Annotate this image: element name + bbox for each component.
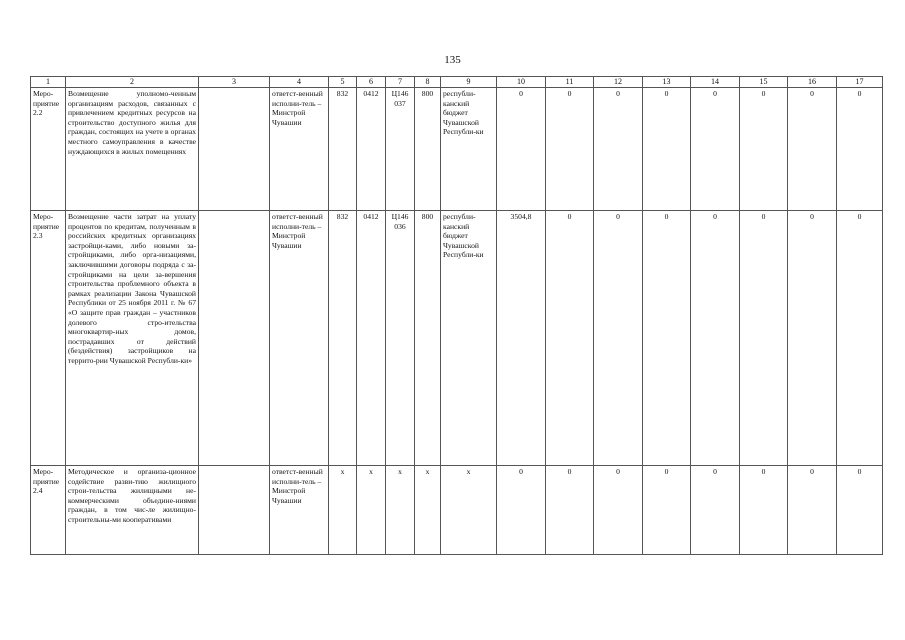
value-cell: 0 (837, 211, 883, 466)
header-cell: 7 (386, 77, 415, 88)
value-cell: 0 (691, 211, 740, 466)
code-cell: 800 (415, 88, 441, 211)
empty-cell (199, 466, 270, 555)
code-cell: x (329, 466, 357, 555)
header-cell: 15 (740, 77, 788, 88)
code-cell: x (357, 466, 386, 555)
description-cell: Возмещение части затрат на уплату процентов по кредитам, полученным в российских кредитных организациях застройщи-ками, либо новыми за-стройщиками, либо орга-низациями, заключившими договоры подряда с за-стройщиками на цели за-вершения строительства проблемного объекта в рамках реализации Закона Чувашской Республики от 25 ноября 2011 г. № 67 «О защите прав граждан – участников долевого стро-ительства многоквартир-ных домов, пострадавших от действий (бездействия) застройщиков на террито-рии Чувашской Республи-ки» (66, 211, 199, 466)
header-cell: 3 (199, 77, 270, 88)
value-cell: 0 (740, 466, 788, 555)
header-cell: 5 (329, 77, 357, 88)
header-cell: 13 (643, 77, 691, 88)
event-cell: Меро-приятие 2.3 (31, 211, 66, 466)
code-cell: 0412 (357, 211, 386, 466)
code-cell: Ц146 036 (386, 211, 415, 466)
value-cell: 0 (594, 211, 643, 466)
value-cell: 0 (643, 88, 691, 211)
value-cell: 0 (594, 88, 643, 211)
header-cell: 2 (66, 77, 199, 88)
program-table (30, 76, 883, 555)
code-cell: x (415, 466, 441, 555)
source-cell: республи-канский бюджет Чувашской Республи-ки (441, 88, 497, 211)
value-cell: 0 (497, 466, 546, 555)
header-cell: 12 (594, 77, 643, 88)
value-cell: 0 (740, 211, 788, 466)
code-cell: Ц146 037 (386, 88, 415, 211)
table-row (31, 211, 883, 466)
value-cell: 0 (497, 88, 546, 211)
value-cell: 0 (594, 466, 643, 555)
value-cell: 0 (546, 466, 594, 555)
value-cell: 0 (788, 466, 837, 555)
description-cell: Возмещение уполномо-ченным организациям расходов, связанных с привлечением кредитных ресурсов на строительство доступного жилья для граждан, состоящих на учете в органах местного самоуправления в качестве нуждающихся в жилых помещениях (66, 88, 199, 211)
value-cell: 3504,8 (497, 211, 546, 466)
event-cell: Меро-приятие 2.2 (31, 88, 66, 211)
value-cell: 0 (691, 88, 740, 211)
header-cell: 6 (357, 77, 386, 88)
source-cell: республи-канский бюджет Чувашской Республи-ки (441, 211, 497, 466)
header-cell: 14 (691, 77, 740, 88)
code-cell: x (386, 466, 415, 555)
value-cell: 0 (643, 211, 691, 466)
code-cell: 0412 (357, 88, 386, 211)
header-row (31, 77, 883, 88)
header-cell: 11 (546, 77, 594, 88)
header-cell: 10 (497, 77, 546, 88)
value-cell: 0 (788, 88, 837, 211)
value-cell: 0 (643, 466, 691, 555)
page-number: 135 (444, 54, 461, 66)
value-cell: 0 (837, 466, 883, 555)
empty-cell (199, 88, 270, 211)
value-cell: 0 (740, 88, 788, 211)
code-cell: 800 (415, 211, 441, 466)
description-cell: Методическое и организа-ционное содействие разви-тию жилищного строи-тельства жилищными не-коммерческими объедине-ниями граждан, в том чис-ле жилищно-строительны-ми кооперативами (66, 466, 199, 555)
header-cell: 8 (415, 77, 441, 88)
value-cell: 0 (546, 88, 594, 211)
header-cell: 9 (441, 77, 497, 88)
value-cell: 0 (788, 211, 837, 466)
empty-cell (199, 211, 270, 466)
header-cell: 1 (31, 77, 66, 88)
code-cell: 832 (329, 88, 357, 211)
event-cell: Меро-приятие 2.4 (31, 466, 66, 555)
value-cell: 0 (546, 211, 594, 466)
header-cell: 4 (270, 77, 329, 88)
responsible-cell: ответст-венный исполни-тель – Минстрой Чувашии (270, 211, 329, 466)
value-cell: 0 (691, 466, 740, 555)
table-row (31, 466, 883, 555)
code-cell: 832 (329, 211, 357, 466)
header-cell: 17 (837, 77, 883, 88)
source-cell: x (441, 466, 497, 555)
table-row (31, 88, 883, 211)
responsible-cell: ответст-венный исполни-тель – Минстрой Чувашии (270, 88, 329, 211)
value-cell: 0 (837, 88, 883, 211)
responsible-cell: ответст-венный исполни-тель – Минстрой Чувашии (270, 466, 329, 555)
header-cell: 16 (788, 77, 837, 88)
